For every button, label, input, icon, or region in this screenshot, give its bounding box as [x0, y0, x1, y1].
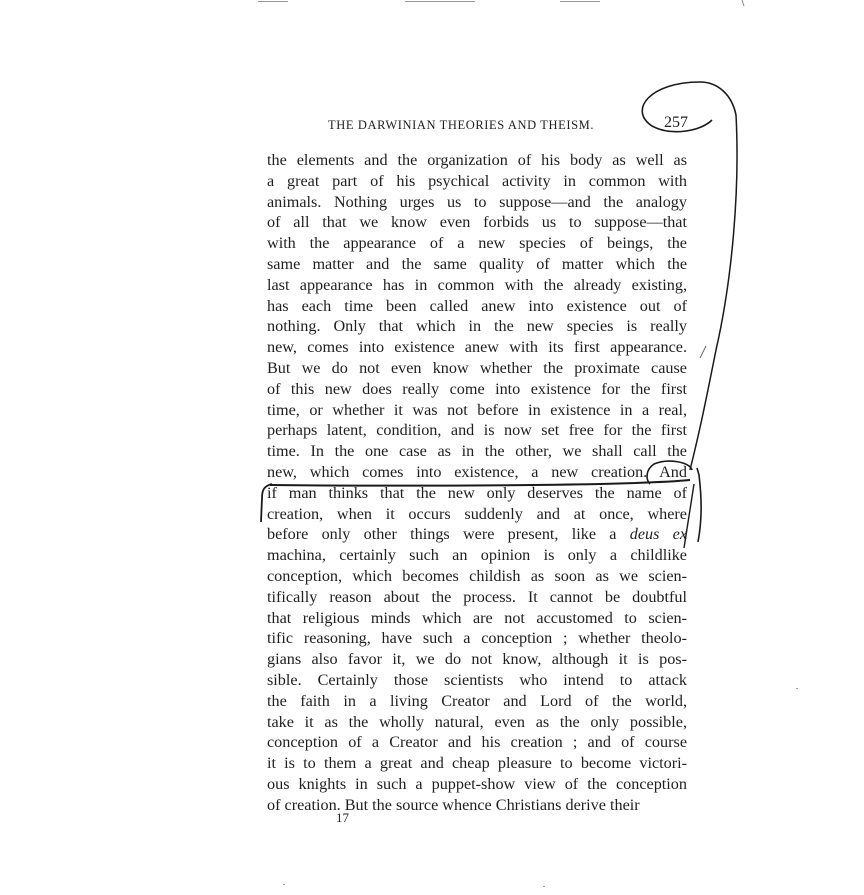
text-line: nothing. Only that which in the new species is really — [267, 317, 687, 336]
text-line: same matter and the same quality of matter which the — [267, 254, 687, 273]
margin-line — [690, 115, 737, 470]
scan-speck — [543, 886, 545, 887]
text-line: new, which comes into existence, a new creation. And — [267, 462, 687, 481]
text-line: conception of a Creator and his creation ; and of course — [267, 733, 687, 752]
text-line: creation, when it occurs suddenly and at once, where — [267, 504, 687, 523]
scan-speck — [796, 688, 798, 689]
running-title: THE DARWINIAN THEORIES AND THEISM. — [328, 118, 595, 132]
text-line: tifically reason about the process. It cannot be doubtful — [267, 587, 687, 606]
text-line: if man thinks that the new only deserves the name of — [267, 483, 687, 502]
signature-mark: 17 — [336, 810, 349, 825]
text-line: But we do not even know whether the proximate cause — [267, 358, 687, 377]
scan-edge-mark — [258, 1, 288, 2]
text-line: of creation. But the source whence Christians derive their — [267, 795, 640, 814]
text-line: last appearance has in common with the already existing, — [267, 275, 687, 294]
text-line: time, or whether it was not before in existence in a real, — [267, 400, 687, 419]
text-segment: before only other things were present, like a — [267, 525, 617, 544]
right-bracket — [697, 468, 701, 542]
page-number: 257 — [664, 114, 688, 131]
scan-edge-mark — [405, 1, 475, 2]
text-line: a great part of his psychical activity in common with — [267, 171, 687, 190]
tick-mark — [700, 346, 706, 358]
text-line: the faith in a living Creator and Lord of the world, — [267, 691, 687, 710]
scan-speck — [283, 884, 285, 885]
text-line: of this new does really come into existence for the first — [267, 379, 687, 398]
text-line: take it as the wholly natural, even as the only possible, — [267, 712, 687, 731]
text-line: machina, certainly such an opinion is only a childlike — [267, 546, 687, 565]
text-line: has each time been called anew into existence out of — [267, 296, 687, 315]
text-line: ous knights in such a puppet-show view of the conception — [267, 774, 687, 793]
text-line-with-italic — [267, 524, 687, 545]
text-line: animals. Nothing urges us to suppose—and the analogy — [267, 192, 687, 211]
text-line: perhaps latent, condition, and is now set free for the first — [267, 421, 687, 440]
body-text — [267, 150, 687, 816]
text-line: tific reasoning, have such a conception ; whether theolo- — [267, 629, 687, 648]
text-line: the elements and the organization of his body as well as — [267, 151, 687, 169]
text-line: conception, which becomes childish as soon as we scien- — [267, 566, 687, 585]
running-header — [328, 114, 708, 136]
italic-phrase: deus ex — [629, 525, 688, 544]
text-line: with the appearance of a new species of beings, the — [267, 234, 687, 253]
text-line: it is to them a great and cheap pleasure to become victori- — [267, 754, 687, 773]
text-line: new, comes into existence anew with its first appearance. — [267, 338, 687, 357]
scan-edge-mark — [560, 1, 600, 2]
text-line: sible. Certainly those scientists who intend to attack — [267, 670, 687, 689]
text-line: of all that we know even forbids us to suppose—that — [267, 213, 687, 232]
text-line: that religious minds which are not accustomed to scien- — [267, 608, 687, 627]
text-line: time. In the one case as in the other, we shall call the — [267, 442, 687, 461]
text-line: gians also favor it, we do not know, although it is pos- — [267, 650, 687, 669]
corner-tick — [742, 0, 744, 6]
